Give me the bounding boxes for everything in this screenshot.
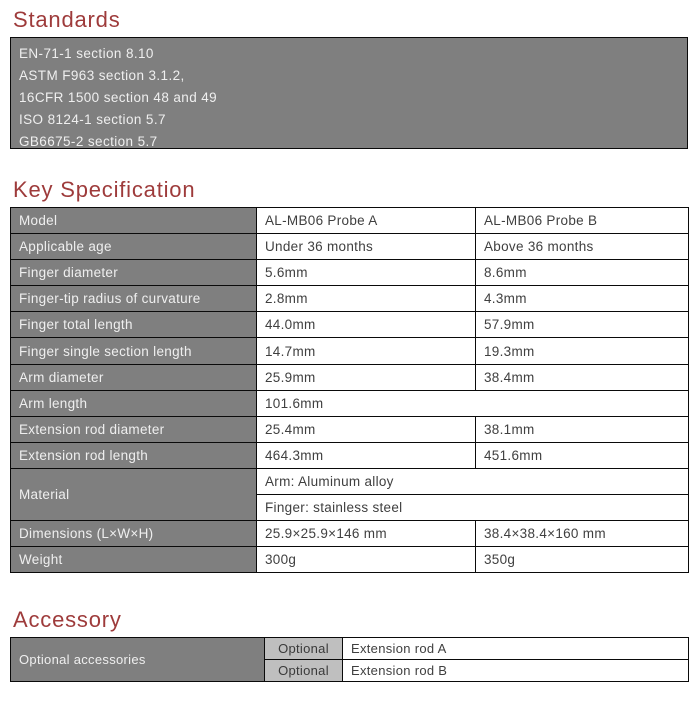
standards-section-title: Standards <box>13 7 121 32</box>
probe-a-value-cell: 25.9×25.9×146 mm <box>257 521 476 547</box>
key-specification-table <box>10 207 689 573</box>
standards-item: GB6675-2 section 5.7 <box>19 134 158 149</box>
accessory-label-cell: Optional accessories <box>11 638 265 682</box>
table-row <box>11 260 689 286</box>
table-row <box>11 416 689 442</box>
row-label-cell: Dimensions (L×W×H) <box>11 521 257 547</box>
probe-a-value-cell: 25.9mm <box>257 364 476 390</box>
row-label-cell: Material <box>11 468 257 520</box>
standards-item: ISO 8124-1 section 5.7 <box>19 112 166 127</box>
probe-a-value-cell: 14.7mm <box>257 338 476 364</box>
probe-b-value-cell: 57.9mm <box>476 312 689 338</box>
probe-b-value-cell: 19.3mm <box>476 338 689 364</box>
probe-a-value-cell: 2.8mm <box>257 286 476 312</box>
probe-b-value-cell: 451.6mm <box>476 442 689 468</box>
probe-b-value-cell: 38.4mm <box>476 364 689 390</box>
accessory-value-cell: Extension rod A <box>343 638 689 660</box>
row-label-cell: Arm length <box>11 390 257 416</box>
table-row <box>11 364 689 390</box>
probe-a-value-cell: 300g <box>257 547 476 573</box>
standards-item: 16CFR 1500 section 48 and 49 <box>19 90 218 105</box>
material-finger-cell: Finger: stainless steel <box>257 495 689 521</box>
material-arm-cell: Arm: Aluminum alloy <box>257 468 689 494</box>
table-row <box>11 547 689 573</box>
standards-item: ASTM F963 section 3.1.2, <box>19 68 185 83</box>
probe-b-value-cell: Above 36 months <box>476 234 689 260</box>
row-label-cell: Extension rod length <box>11 442 257 468</box>
probe-a-value-cell: 44.0mm <box>257 312 476 338</box>
probe-a-value-cell: 464.3mm <box>257 442 476 468</box>
probe-b-value-cell: 8.6mm <box>476 260 689 286</box>
table-row <box>11 338 689 364</box>
accessory-table <box>10 637 689 682</box>
standards-item: EN-71-1 section 8.10 <box>19 46 154 61</box>
table-row <box>11 286 689 312</box>
accessory-section-title: Accessory <box>13 607 122 633</box>
table-row <box>11 521 689 547</box>
table-row <box>11 638 689 660</box>
probe-a-value-cell: AL-MB06 Probe A <box>257 208 476 234</box>
accessory-type-cell: Optional <box>265 638 343 660</box>
probe-a-value-cell: 5.6mm <box>257 260 476 286</box>
accessory-value-cell: Extension rod B <box>343 660 689 682</box>
probe-b-value-cell: 38.4×38.4×160 mm <box>476 521 689 547</box>
key-specification-section-title: Key Specification <box>13 177 196 202</box>
standards-box <box>10 37 688 149</box>
row-label-cell: Arm diameter <box>11 364 257 390</box>
table-row <box>11 390 689 416</box>
probe-b-value-cell: 4.3mm <box>476 286 689 312</box>
row-label-cell: Finger single section length <box>11 338 257 364</box>
table-row <box>11 312 689 338</box>
merged-value-cell: 101.6mm <box>257 390 689 416</box>
table-row <box>11 234 689 260</box>
row-label-cell: Weight <box>11 547 257 573</box>
row-label-cell: Extension rod diameter <box>11 416 257 442</box>
table-row <box>11 468 689 494</box>
probe-b-value-cell: 350g <box>476 547 689 573</box>
row-label-cell: Finger-tip radius of curvature <box>11 286 257 312</box>
probe-b-value-cell: 38.1mm <box>476 416 689 442</box>
probe-a-value-cell: 25.4mm <box>257 416 476 442</box>
table-row <box>11 208 689 234</box>
row-label-cell: Model <box>11 208 257 234</box>
accessory-type-cell: Optional <box>265 660 343 682</box>
probe-a-value-cell: Under 36 months <box>257 234 476 260</box>
row-label-cell: Finger diameter <box>11 260 257 286</box>
table-row <box>11 442 689 468</box>
row-label-cell: Applicable age <box>11 234 257 260</box>
row-label-cell: Finger total length <box>11 312 257 338</box>
probe-b-value-cell: AL-MB06 Probe B <box>476 208 689 234</box>
